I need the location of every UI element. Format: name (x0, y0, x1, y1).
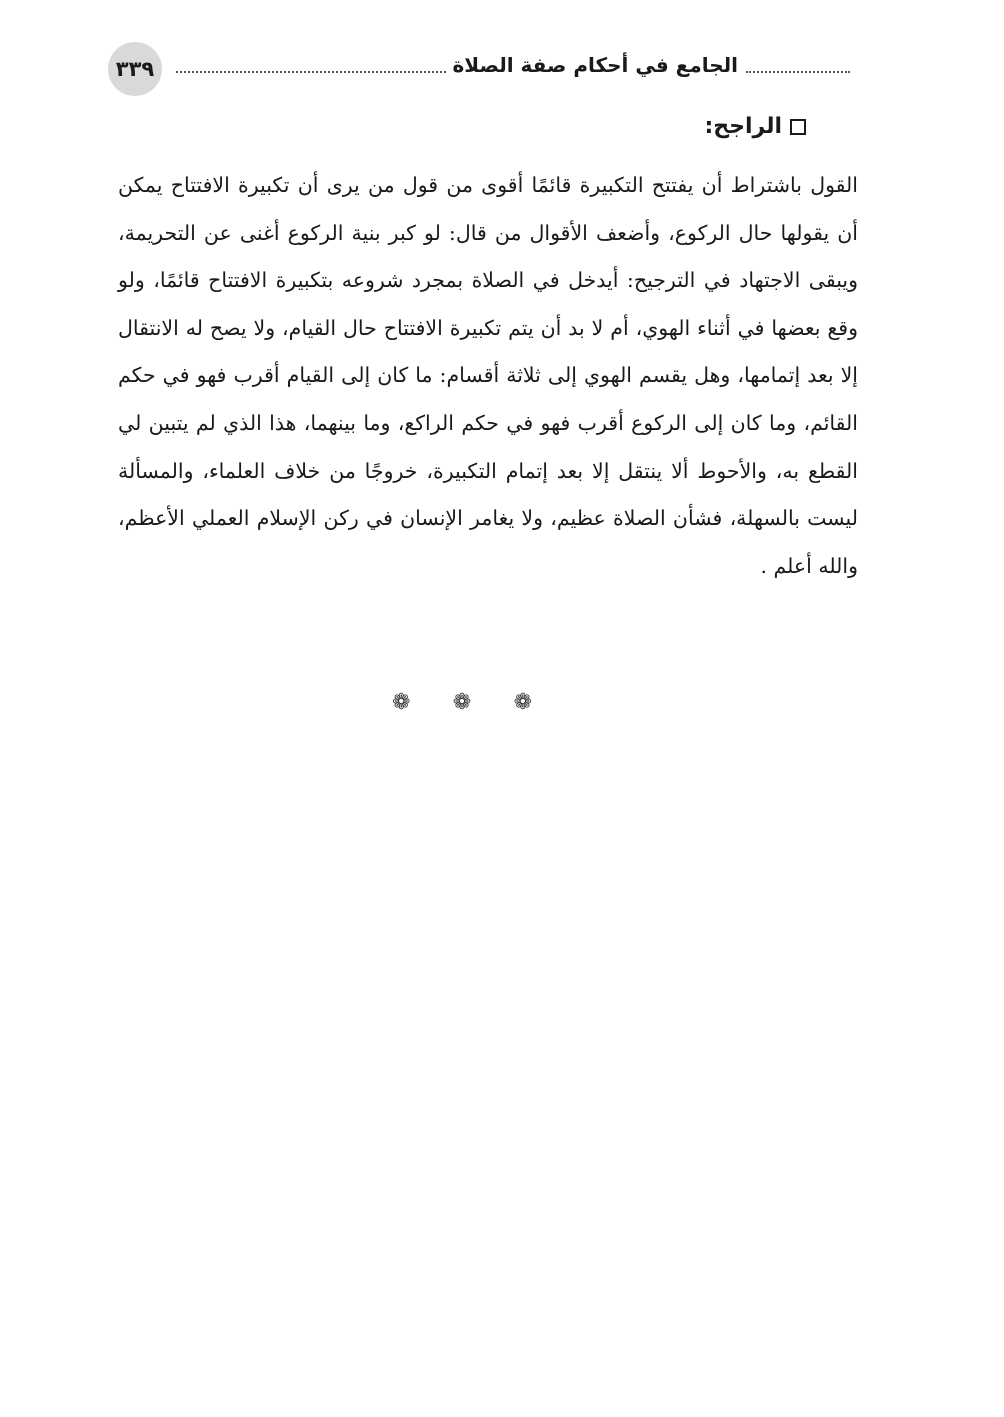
header-dotted-rule-left (176, 71, 446, 73)
section-end-ornaments (392, 690, 532, 715)
body-paragraph: القول باشتراط أن يفتتح التكبيرة قائمًا أقوى من قول من يرى أن تكبيرة الافتتاح يمكن أن يقولها حال الركوع، وأضعف الأقوال من قال: لو كبر بنية الركوع أغنى عن التحريمة، ويبقى الاجتهاد في الترجيح: أيدخل في الصلاة بمجرد شروعه بتكبيرة الافتتاح قائمًا، ولو وقع بعضها في أثناء الهوي، أم لا بد أن يتم تكبيرة الافتتاح حال القيام، ولا يصح له الانتقال إلا بعد إتمامها، وهل يقسم الهوي إلى ثلاثة أقسام: ما كان إلى القيام أقرب فهو في حكم القائم، وما كان إلى الركوع أقرب فهو في حكم الراكع، وما بينهما، هذا الذي لم يتبين لي القطع به، والأحوط ألا ينتقل إلا بعد إتمام التكبيرة، خروجًا من خلاف العلماء، والمسألة ليست بالسهلة، فشأن الصلاة عظيم، ولا يغامر الإنسان في ركن الإسلام العملي الأعظم، والله أعلم . (118, 173, 858, 578)
flower-ornament-icon: ❁ (392, 690, 411, 715)
page-header (108, 42, 848, 96)
flower-ornament-icon: ❁ (513, 690, 532, 715)
flower-ornament-icon: ❁ (452, 690, 472, 715)
running-title: الجامع في أحكام صفة الصلاة (452, 53, 738, 77)
section-heading (560, 114, 806, 139)
section-heading-label: الراجح: (704, 114, 782, 139)
header-dotted-rule-right (746, 71, 850, 73)
square-bullet-icon (790, 119, 806, 135)
page-number: ٣٣٩ (108, 42, 162, 96)
